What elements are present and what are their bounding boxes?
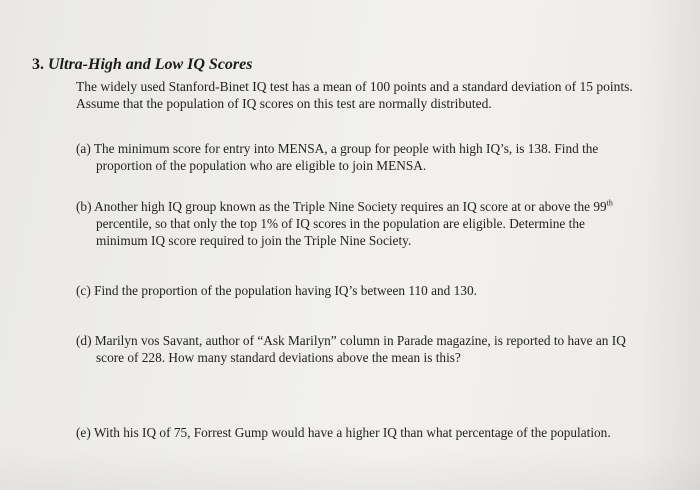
part-a-line: (a) The minimum score for entry into MENSA, a group for people with high IQ’s, is 138. Find the (76, 141, 599, 156)
part-a (76, 140, 598, 174)
part-a-line: proportion of the population who are eligible to join MENSA. (96, 158, 427, 173)
part-c-line: (c) Find the proportion of the population having IQ’s between 110 and 130. (76, 283, 477, 298)
part-c (76, 282, 477, 299)
part-d-line: (d) Marilyn vos Savant, author of “Ask Marilyn” column in Parade magazine, is reported to have an IQ (76, 333, 626, 348)
problem-title: Ultra-High and Low IQ Scores (48, 56, 253, 73)
page-shadow (640, 0, 700, 490)
part-b (76, 198, 613, 249)
part-d-line: score of 228. How many standard deviations above the mean is this? (96, 350, 461, 365)
part-b-line: percentile, so that only the top 1% of IQ scores in the population are eligible. Determine the (96, 216, 585, 231)
part-e (76, 424, 611, 441)
ordinal-suffix: th (606, 198, 613, 208)
problem-number: 3. (32, 56, 44, 73)
intro-line: The widely used Stanford-Binet IQ test has a mean of 100 points and a standard deviation of 15 points. (76, 79, 633, 94)
problem-intro (76, 78, 666, 112)
part-b-line (76, 198, 613, 215)
part-d (76, 332, 626, 366)
problem-heading (32, 56, 252, 74)
part-b-text: (b) Another high IQ group known as the Triple Nine Society requires an IQ score at or above the 99 (76, 199, 607, 214)
page-shadow-bottom (0, 450, 700, 490)
intro-line: Assume that the population of IQ scores on this test are normally distributed. (76, 96, 492, 111)
part-b-line: minimum IQ score required to join the Triple Nine Society. (96, 233, 412, 248)
part-e-line: (e) With his IQ of 75, Forrest Gump would have a higher IQ than what percentage of the population. (76, 425, 611, 440)
